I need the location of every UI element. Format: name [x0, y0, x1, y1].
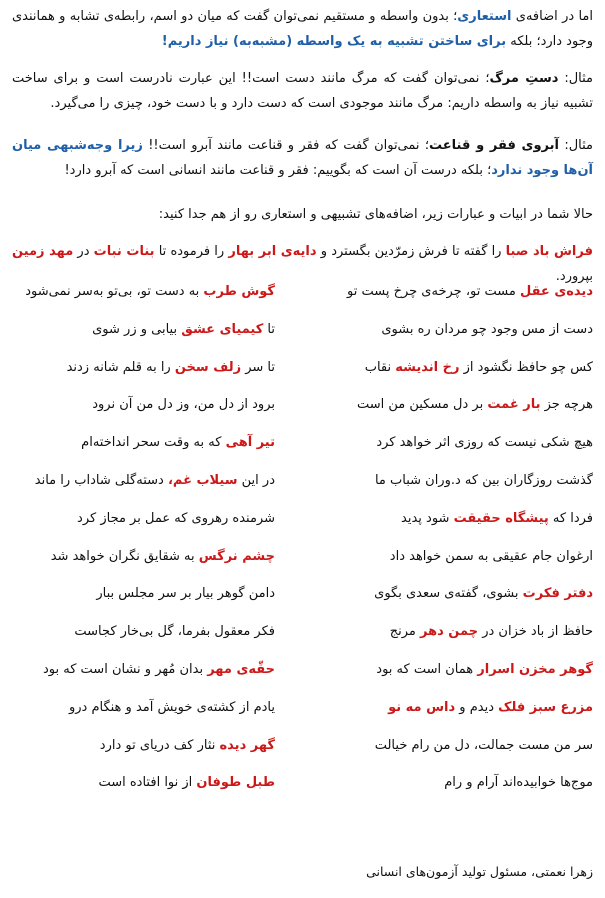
- highlighted-phrase: کیمیای عشق: [181, 321, 264, 337]
- hemistich-second: [0, 734, 275, 758]
- highlighted-phrase: حقّه‌ی مهر: [207, 661, 275, 677]
- hemistich-first: [313, 356, 593, 380]
- verse-text: تا: [263, 321, 275, 337]
- verse-text: هیچ شکی نیست که روزی اثر خواهد کرد: [376, 435, 593, 451]
- highlighted-phrase: رخ اندیشه: [395, 359, 460, 375]
- example2-text-1: ؛ نمی‌توان گفت که فقر و قناعت مانند آبرو است!!: [142, 138, 429, 153]
- verse-text: فکر معقول بفرما، گل بی‌خار کجاست: [74, 624, 275, 640]
- highlighted-phrase: تیر آهی: [225, 435, 275, 451]
- verse-text: گذشت روزگاران بین که د.وران شباب ما: [374, 472, 593, 488]
- verse-text: دسته‌گلی شاداب را ماند: [34, 472, 168, 488]
- intro-text-2: ؛ بدون واسطه و مستقیم نمی‌توان گفت که میان دو اسم، رابطه‌ی تشابه و همانندی وجود دارد؛ بلکه: [12, 9, 593, 49]
- verse-row: [12, 318, 593, 356]
- verse-text: بدان مُهر و نشان است که بود: [43, 661, 208, 677]
- hemistich-second: [0, 356, 275, 380]
- verse-row: [12, 280, 593, 318]
- sentence-highlight-2: دایه‌ی ابر بهار: [228, 244, 317, 259]
- hemistich-second: [0, 431, 275, 455]
- verse-text: یادم از کشته‌ی خویش آمد و هنگام درو: [68, 699, 275, 715]
- highlighted-phrase: بار غمت: [487, 397, 541, 413]
- hemistich-first: [313, 696, 593, 720]
- verse-row: [12, 696, 593, 734]
- sentence-highlight-3: بنات نبات: [93, 244, 155, 259]
- highlighted-phrase: گوهر مخزن اسرار: [477, 661, 593, 677]
- verse-text: فردا که: [548, 510, 593, 526]
- verse-text: به دست تو، بی‌تو به‌سر نمی‌شود: [25, 284, 204, 299]
- intro-keyword-istiari: استعاری: [457, 9, 512, 24]
- hemistich-second: [0, 696, 275, 720]
- hemistich-second: [0, 582, 275, 606]
- hemistich-second: [0, 507, 275, 531]
- sentence-highlight-4: مهد زمین: [12, 244, 74, 259]
- verse-text: شود پدید: [401, 510, 454, 526]
- hemistich-first: [313, 545, 593, 569]
- hemistich-second: [0, 318, 275, 342]
- verse-text: برود از دل من، وز دل من آن نرود: [92, 397, 275, 413]
- hemistich-second: [0, 393, 275, 417]
- verse-text: مرنج: [389, 624, 420, 640]
- highlighted-phrase: پیشگاه حقیقت: [453, 510, 549, 526]
- verse-text: موج‌ها خوابیده‌اند آرام و رام: [444, 775, 593, 791]
- intro-text-1: اما در اضافه‌ی: [511, 9, 593, 24]
- sentence-text-2: را فرموده تا: [154, 244, 229, 259]
- verse-text: شرمنده رهروی که عمل بر مجاز کرد: [77, 510, 275, 526]
- verse-row: [12, 393, 593, 431]
- verse-text: دیدم و: [455, 699, 499, 715]
- verse-row: [12, 734, 593, 772]
- verse-row: [12, 620, 593, 658]
- verse-list: [12, 280, 593, 809]
- hemistich-second: [0, 545, 275, 569]
- example2-keyword: آبروی فقر و قناعت: [429, 138, 559, 153]
- verse-text: بشوی، گفته‌ی سعدی بگوی: [374, 586, 523, 602]
- verse-text: کس چو حافظ نگشود از: [459, 359, 593, 375]
- hemistich-second: [0, 280, 275, 304]
- highlighted-phrase: مزرع سبز فلک: [498, 699, 593, 715]
- verse-text: مست تو، چرخه‌ی چرخ پست تو: [347, 284, 520, 299]
- verse-text: سر من مست جمالت، دل من رام خیالت: [374, 737, 593, 753]
- hemistich-second: [0, 469, 275, 493]
- verse-text: را به قلم شانه زدند: [66, 359, 175, 375]
- hemistich-first: [313, 431, 593, 455]
- verse-row: [12, 431, 593, 469]
- highlighted-phrase: داس مه نو: [388, 699, 456, 715]
- hemistich-first: [313, 469, 593, 493]
- hemistich-first: [313, 280, 593, 304]
- verse-text: که به وقت سحر انداخته‌ام: [81, 435, 226, 451]
- instruction-text: حالا شما در ابیات و عبارات زیر، اضافه‌های تشبیهی و استعاری رو از هم جدا کنید:: [158, 207, 593, 222]
- highlighted-phrase: دیده‌ی عقل: [519, 284, 593, 299]
- example2-prefix: مثال:: [558, 138, 593, 153]
- verse-text: بیابی و زر شوی: [92, 321, 182, 337]
- sentence-highlight-1: فراش باد صبا: [505, 244, 593, 259]
- example1-paragraph: [12, 66, 593, 116]
- sentence-text-3: در: [73, 244, 94, 259]
- verse-text: همان است که بود: [376, 661, 478, 677]
- highlighted-phrase: دفتر فکرت: [522, 586, 593, 602]
- verse-row: [12, 545, 593, 583]
- hemistich-first: [313, 620, 593, 644]
- highlighted-phrase: گوش طرب: [203, 284, 275, 299]
- highlighted-phrase: چشم نرگس: [198, 548, 275, 564]
- verse-text: دست از مس وجود چو مردان ره بشوی: [381, 321, 593, 337]
- hemistich-first: [313, 658, 593, 682]
- verse-row: [12, 507, 593, 545]
- verse-text: نقاب: [364, 359, 396, 375]
- verse-row: [12, 469, 593, 507]
- sentence-text-4: بپرورد.: [555, 269, 593, 284]
- hemistich-second: [0, 620, 275, 644]
- example2-emphasis: زیرا وجه‌شبهی میان آن‌ها وجود ندارد: [12, 138, 593, 178]
- author-credit: زهرا نعمتی، مسئول تولید آزمون‌های انسانی: [366, 864, 593, 879]
- verse-row: [12, 356, 593, 394]
- intro-paragraph: [12, 4, 593, 54]
- highlighted-phrase: طبل طوفان: [196, 775, 275, 791]
- verse-text: تا سر: [241, 359, 275, 375]
- hemistich-first: [313, 393, 593, 417]
- verse-row: [12, 658, 593, 696]
- verse-text: ارغوان جام عقیقی به سمن خواهد داد: [389, 548, 593, 564]
- highlighted-phrase: سیلاب غم،: [167, 472, 238, 488]
- hemistich-second: [0, 658, 275, 682]
- verse-row: [12, 771, 593, 809]
- example1-text: ؛ نمی‌توان گفت که مرگ مانند دست است!! این عبارت نادرست است و برای ساخت تشبیه نیاز به واسطه داریم: مرگ مانند موجودی است که دست دارد و با دست خود، چیزی را می‌گیرد.: [12, 71, 593, 111]
- highlighted-phrase: زلف سخن: [174, 359, 242, 375]
- example1-prefix: مثال:: [558, 71, 593, 86]
- verse-text: هرچه جز: [540, 397, 593, 413]
- verse-text: دامن گوهر بیار بر سر مجلس ببار: [96, 586, 275, 602]
- intro-keyword-vaseteh: برای ساختن تشبیه به یک واسطه (مشبه‌به) نیاز داریم!: [161, 34, 507, 49]
- verse-row: [12, 582, 593, 620]
- verse-text: حافظ از باد خزان در: [478, 624, 593, 640]
- verse-text: از نوا افتاده است: [98, 775, 197, 791]
- hemistich-first: [313, 318, 593, 342]
- verse-text: بر دل مسکین من است: [356, 397, 488, 413]
- verse-text: به شقایق نگران خواهد شد: [50, 548, 199, 564]
- verse-text: در این: [237, 472, 275, 488]
- hemistich-first: [313, 507, 593, 531]
- example2-text-2: ؛ بلکه درست آن است که بگوییم: فقر و قناعت مانند انسانی است که آبرو دارد!: [64, 163, 492, 178]
- example2-paragraph: [12, 133, 593, 183]
- highlighted-phrase: گهر دیده: [219, 737, 275, 753]
- sentence-text-1: را گفته تا فرش زمرّدین بگسترد و: [316, 244, 506, 259]
- example1-keyword: دستِ مرگ: [489, 71, 559, 86]
- hemistich-first: [313, 582, 593, 606]
- verse-text: نثار کف دریای تو دارد: [99, 737, 220, 753]
- hemistich-first: [313, 734, 593, 758]
- hemistich-first: [313, 771, 593, 795]
- highlighted-phrase: چمن دهر: [420, 624, 479, 640]
- hemistich-second: [0, 771, 275, 795]
